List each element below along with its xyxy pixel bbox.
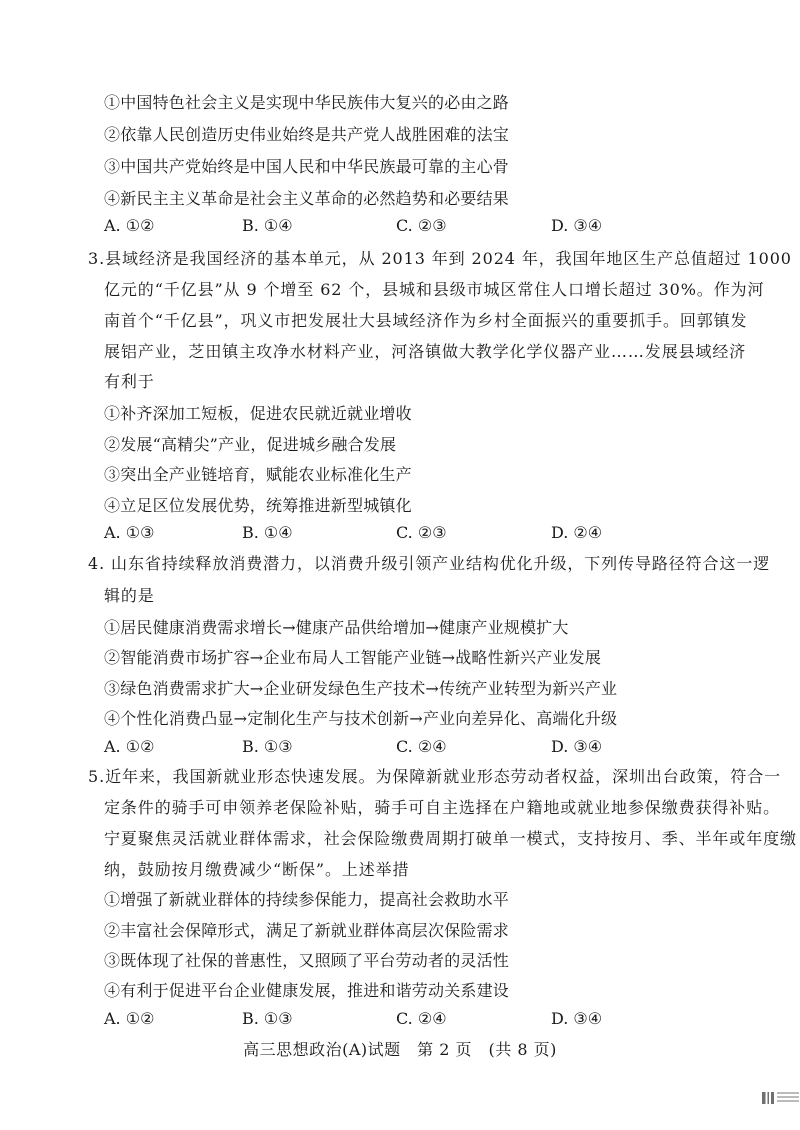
q5-option-d: D. ③④ bbox=[551, 1009, 603, 1028]
q4-option-d: D. ③④ bbox=[551, 737, 603, 756]
q3-item-1: ①补齐深加工短板，促进农民就近就业增收 bbox=[104, 404, 412, 423]
q4-stem-line-2: 辑的是 bbox=[104, 586, 155, 605]
q3-option-c: C. ②③ bbox=[396, 523, 447, 542]
q5-stem-line-1: 5.近年来，我国新就业形态快速发展。为保障新就业形态劳动者权益，深圳出台政策，符合一 bbox=[88, 767, 782, 786]
q4-item-1: ①居民健康消费需求增长→健康产品供给增加→健康产业规模扩大 bbox=[104, 618, 569, 637]
q2-item-2: ②依靠人民创造历史伟业始终是共产党人战胜困难的法宝 bbox=[104, 125, 510, 144]
q3-option-d: D. ②④ bbox=[551, 523, 603, 542]
q3-stem-line-4: 展铝产业，芝田镇主攻净水材料产业，河洛镇做大教学化学仪器产业……发展县域经济 bbox=[104, 342, 747, 361]
q5-stem-line-3: 宁夏聚焦灵活就业群体需求，社会保险缴费周期打破单一模式，支持按月、季、半年或年度缴 bbox=[104, 829, 797, 848]
q4-stem-line-1: 4. 山东省持续释放消费潜力，以消费升级引领产业结构优化升级，下列传导路径符合这一逻 bbox=[88, 554, 771, 573]
q2-options bbox=[104, 216, 664, 236]
q3-options bbox=[104, 523, 664, 543]
watermark-mark bbox=[777, 1092, 799, 1104]
q2-option-d: D. ③④ bbox=[551, 216, 603, 235]
q3-option-b: B. ①④ bbox=[242, 523, 293, 542]
q4-option-a: A. ①② bbox=[104, 737, 155, 756]
q4-option-c: C. ②④ bbox=[396, 737, 447, 756]
q2-item-4: ④新民主主义革命是社会主义革命的必然趋势和必要结果 bbox=[104, 189, 510, 208]
q5-item-3: ③既体现了社保的普惠性，又照顾了平台劳动者的灵活性 bbox=[104, 951, 510, 970]
q5-option-c: C. ②④ bbox=[396, 1009, 447, 1028]
q3-stem-line-1: 3.县域经济是我国经济的基本单元，从 2013 年到 2024 年，我国年地区生产总值超过 1000 bbox=[88, 249, 792, 268]
q5-stem-line-2: 定条件的骑手可申领养老保险补贴，骑手可自主选择在户籍地或就业地参保缴费获得补贴。 bbox=[104, 798, 781, 817]
q4-item-4: ④个性化消费凸显→定制化生产与技术创新→产业向差异化、高端化升级 bbox=[104, 709, 618, 728]
q3-item-2: ②发展“高精尖”产业，促进城乡融合发展 bbox=[104, 435, 397, 454]
q5-options bbox=[104, 1009, 664, 1029]
q5-item-4: ④有利于促进平台企业健康发展，推进和谐劳动关系建设 bbox=[104, 981, 510, 1000]
q2-item-3: ③中国共产党始终是中国人民和中华民族最可靠的主心骨 bbox=[104, 157, 510, 176]
q3-stem-line-3: 南首个“千亿县”，巩义市把发展壮大县域经济作为乡村全面振兴的重要抓手。回郭镇发 bbox=[104, 311, 748, 330]
qr-code-icon bbox=[762, 1092, 774, 1104]
q5-item-2: ②丰富社会保障形式，满足了新就业群体高层次保险需求 bbox=[104, 921, 510, 940]
q5-item-1: ①增强了新就业群体的持续参保能力，提高社会救助水平 bbox=[104, 890, 510, 909]
q5-option-a: A. ①② bbox=[104, 1009, 155, 1028]
q5-stem-line-4: 纳，鼓励按月缴费减少“断保”。上述举措 bbox=[104, 860, 410, 879]
q4-item-3: ③绿色消费需求扩大→企业研发绿色生产技术→传统产业转型为新兴产业 bbox=[104, 679, 618, 698]
q2-option-c: C. ②③ bbox=[396, 216, 447, 235]
q2-option-b: B. ①④ bbox=[242, 216, 293, 235]
q3-stem-line-2: 亿元的“千亿县”从 9 个增至 62 个，县城和县级市城区常住人口增长超过 30%。作为河 bbox=[104, 280, 765, 299]
q3-item-3: ③突出全产业链培育，赋能农业标准化生产 bbox=[104, 465, 412, 484]
q3-option-a: A. ①③ bbox=[104, 523, 155, 542]
q4-option-b: B. ①③ bbox=[242, 737, 293, 756]
q3-item-4: ④立足区位发展优势，统筹推进新型城镇化 bbox=[104, 496, 412, 515]
q2-item-1: ①中国特色社会主义是实现中华民族伟大复兴的必由之路 bbox=[104, 93, 510, 112]
q3-stem-line-5: 有利于 bbox=[104, 372, 155, 391]
page-footer: 高三思想政治(A)试题 第 2 页 (共 8 页) bbox=[243, 1040, 557, 1059]
q4-item-2: ②智能消费市场扩容→企业布局人工智能产业链→战略性新兴产业发展 bbox=[104, 648, 602, 667]
q2-option-a: A. ①② bbox=[104, 216, 155, 235]
q4-options bbox=[104, 737, 664, 757]
q5-option-b: B. ①③ bbox=[242, 1009, 293, 1028]
